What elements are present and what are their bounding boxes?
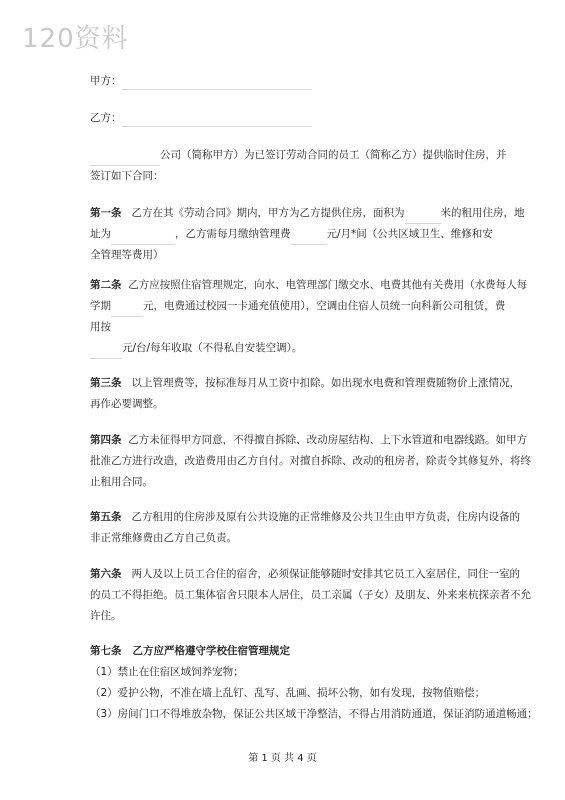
article-2-text: 学期	[90, 300, 111, 312]
article-1-text: 元/月*间（公共区域卫生、维修和安	[326, 228, 493, 240]
article-3-title: 第三条	[90, 377, 122, 389]
area-blank	[405, 212, 441, 224]
page-footer: 第 1 页 共 4 页	[248, 753, 317, 764]
article-7	[90, 641, 538, 725]
article-7-title: 第七条	[90, 645, 122, 657]
fee-blank	[291, 233, 327, 245]
article-1-text: ，乙方需每月缴纳管理费	[175, 228, 291, 240]
party-b-label: 乙方：	[90, 112, 122, 124]
article-7-item: （3）房间门口不得堆放杂物，保证公共区域干净整洁，不得占用消防通道，保证消防通道畅通；	[90, 708, 538, 720]
article-7-item: （1）禁止在住宿区域饲养宠物；	[90, 666, 244, 678]
article-4-text: 止租用合同。	[90, 476, 153, 488]
article-6-text: 两人及以上员工合住的宿舍，必须保证能够随时安排其它员工入室居住，同住一室的	[131, 568, 521, 580]
intro-line-1: 公司（简称甲方）为已签订劳动合同的员工（简称乙方）提供临时住房，并	[160, 149, 507, 161]
article-2-title: 第二条	[90, 279, 122, 291]
article-5-title: 第五条	[90, 511, 122, 523]
article-2-text: 用按	[90, 321, 111, 333]
article-1-text: 米的租用住房，地	[440, 207, 525, 219]
article-7-item: （2）爱护公物，不准在墙上乱钉、乱写、乱画、损坏公物，如有发现，按物值赔偿；	[90, 687, 486, 699]
party-b-line	[90, 109, 312, 127]
article-4	[90, 430, 531, 493]
article-2	[90, 275, 528, 359]
company-blank	[90, 154, 160, 166]
article-3-text: 再作必要调整。	[90, 398, 164, 410]
intro-line-2: 签订如下合同：	[90, 170, 164, 182]
article-1-text: 乙方在其《劳动合同》期内，甲方为乙方提供住房，面积为	[131, 207, 405, 219]
article-6-title: 第六条	[90, 568, 122, 580]
article-4-text: 批准乙方进行改造，改造费用由乙方自付。对擅自拆除、改动的租房者，除责令其修复外，将终	[90, 455, 531, 467]
article-4-title: 第四条	[90, 434, 122, 446]
party-b-blank	[122, 115, 312, 127]
article-7-heading: 乙方应严格遵守学校住宿管理规定	[132, 645, 290, 657]
article-2-text: 元/台/每年收取（不得私自安装空调）。	[122, 342, 303, 354]
article-1	[90, 203, 525, 266]
article-6-text: 许住。	[90, 610, 122, 622]
article-1-title: 第一条	[90, 207, 122, 219]
article-3-text: 以上管理费等，按标准每月从工资中扣除。如出现水电费和管理费随物价上涨情况，	[131, 377, 521, 389]
article-4-text: 乙方未征得甲方同意，不得擅自拆除、改动房屋结构、上下水管道和电器线路。如甲方	[128, 434, 528, 446]
article-1-text: 全管理等费用）	[90, 249, 164, 261]
ac-fee-blank	[90, 347, 122, 359]
article-6	[90, 564, 531, 627]
party-a-label: 甲方：	[90, 75, 122, 87]
article-2-text: 元，电费通过校园一卡通充值使用），空调由住宿人员统一向科新公司租赁，费	[143, 300, 506, 312]
article-2-text: 乙方应按照住宿管理规定，向水、电管理部门缴交水、电费其他有关费用（水费每人每	[128, 279, 528, 291]
address-blank	[111, 233, 175, 245]
party-a-line	[90, 72, 312, 90]
party-a-blank	[122, 78, 312, 90]
watermark-logo: 120资料	[22, 24, 129, 54]
intro-paragraph	[90, 145, 505, 187]
article-5-text: 乙方租用的住房涉及原有公共设施的正常维修及公共卫生由甲方负责，住房内设备的	[131, 511, 521, 523]
article-6-text: 的员工不得拒绝。员工集体宿舍只限本人居住，员工亲属（子女）及朋友、外来来杭探亲者不允	[90, 589, 531, 601]
article-1-text: 址为	[90, 228, 111, 240]
article-5	[90, 507, 521, 549]
article-3	[90, 373, 521, 415]
article-5-text: 非正常维修费由乙方自己负责。	[90, 532, 237, 544]
water-fee-blank	[111, 305, 143, 317]
